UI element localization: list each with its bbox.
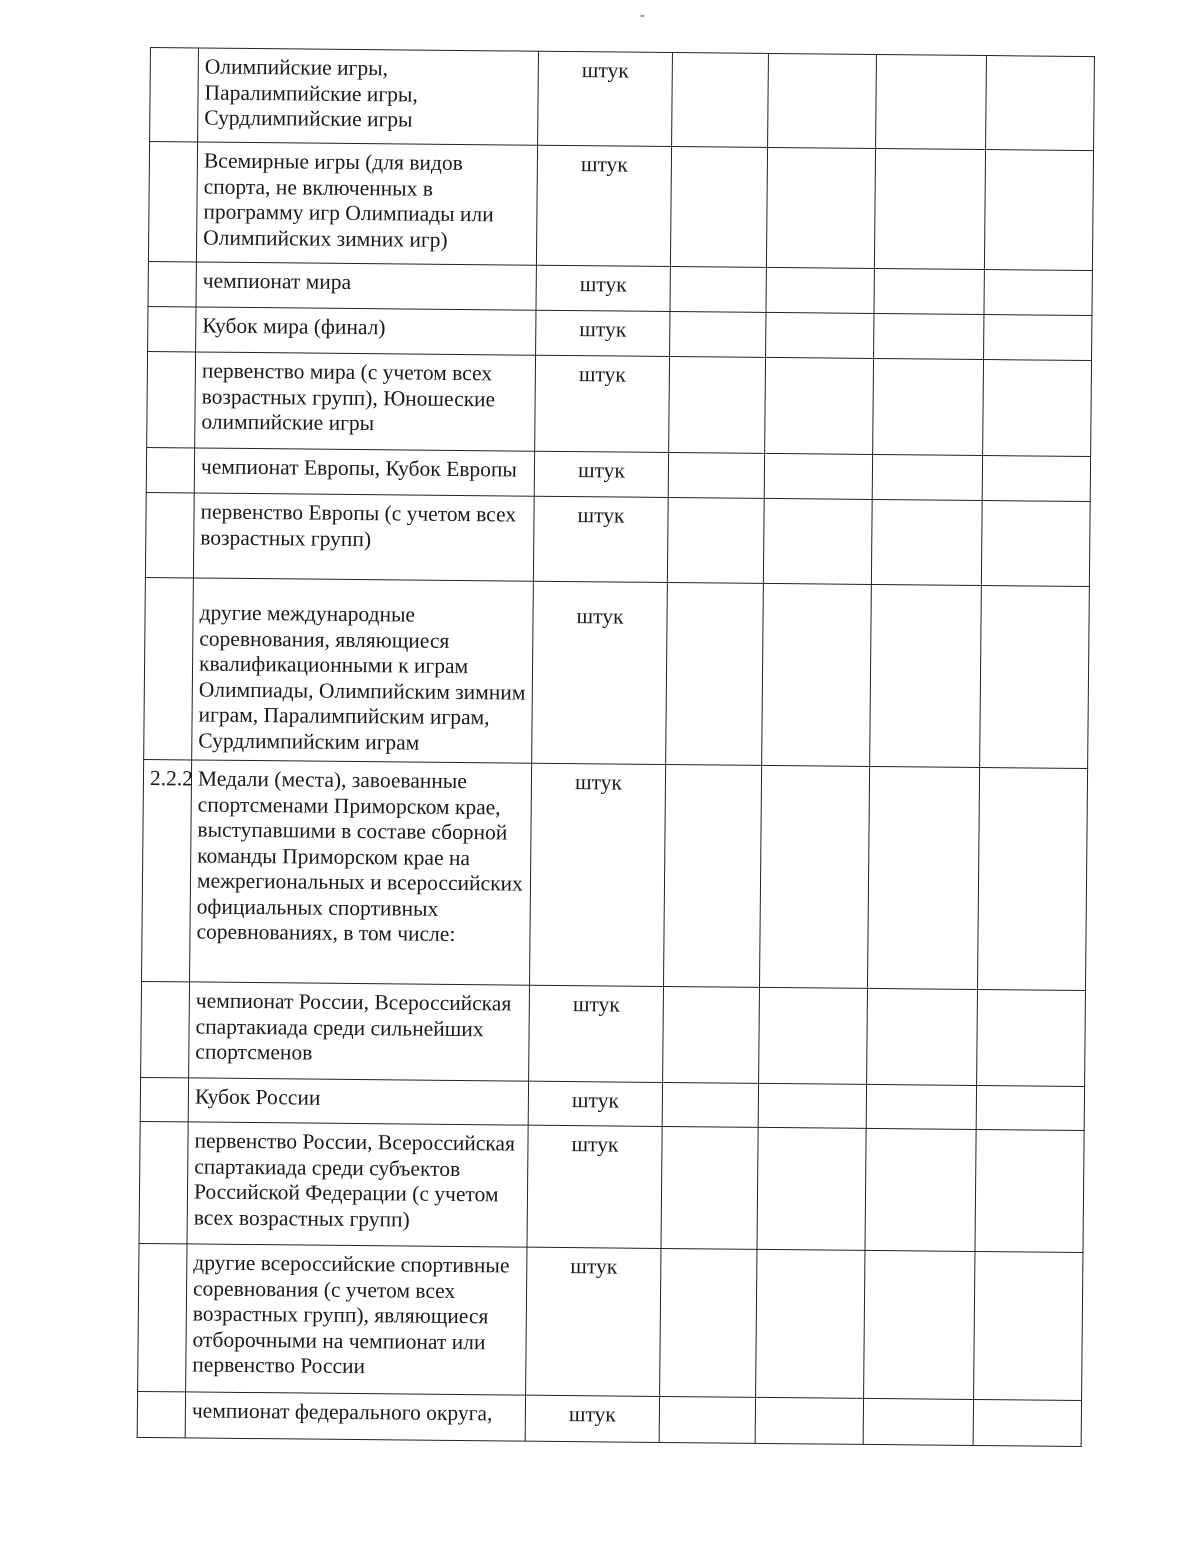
row-number-cell	[137, 1391, 185, 1437]
row-number-cell	[148, 142, 197, 262]
value-cell	[874, 313, 984, 359]
indicator-name-cell	[195, 352, 536, 451]
row-number-cell	[144, 577, 194, 759]
value-cell	[762, 583, 872, 766]
value-cell	[763, 498, 872, 584]
unit-cell: штук	[525, 1395, 659, 1442]
table-row	[148, 142, 1093, 271]
unit-cell: штук	[538, 51, 673, 146]
unit-cell: штук	[536, 310, 670, 356]
row-number-cell	[141, 981, 190, 1077]
value-cell	[667, 497, 764, 583]
value-cell	[666, 582, 764, 765]
value-cell	[873, 358, 984, 455]
indicator-name: другие всероссийские спортивные соревнования (с учетом всех возрастных групп), являющиеся отборочными на чемпионат или первенство России	[192, 1250, 510, 1379]
indicator-name-cell	[192, 578, 534, 763]
row-number-cell	[148, 306, 196, 351]
value-cell	[984, 315, 1092, 361]
value-cell	[758, 1083, 866, 1128]
value-cell	[867, 766, 979, 989]
indicator-name: Всемирные игры (для видов спорта, не включенных в программу игр Олимпиады или Олимпийских зимних игр)	[203, 148, 494, 252]
unit-cell: штук	[535, 355, 670, 452]
value-cell	[983, 360, 1092, 457]
unit-cell: штук	[536, 265, 670, 311]
value-cell	[874, 148, 985, 269]
value-cell	[866, 1084, 976, 1129]
table-row	[144, 577, 1090, 768]
value-cell	[765, 357, 874, 454]
indicator-name-cell	[198, 48, 539, 145]
value-cell	[872, 454, 982, 500]
unit-cell: штук	[529, 985, 664, 1082]
value-cell	[672, 53, 769, 148]
value-cell	[759, 987, 868, 1084]
value-cell	[981, 501, 1090, 587]
value-cell	[760, 765, 870, 988]
indicator-name: первенство России, Всероссийская спартакиада среди субъектов Российской Федерации (с учетом всех возрастных групп)	[193, 1128, 516, 1232]
document-sheet	[137, 47, 1094, 1447]
indicator-name: чемпионат Европы, Кубок Европы	[200, 454, 517, 482]
value-cell	[669, 357, 766, 454]
value-cell	[766, 267, 874, 313]
indicator-name: первенство Европы (с учетом всех возрастных групп)	[200, 499, 517, 551]
indicator-name: другие международные соревнования, являющиеся квалификационными к играм Олимпиады, Олимпийским зимним играм, Паралимпийским играм, Сурдлимпийским играм	[198, 600, 526, 755]
table-row	[150, 48, 1095, 151]
indicator-name: первенство мира (с учетом всех возрастных групп), Юношеские олимпийские игры	[201, 358, 496, 436]
value-cell	[867, 988, 978, 1085]
value-cell	[768, 53, 877, 148]
indicator-name-cell	[185, 1392, 525, 1441]
unit-cell: штук	[528, 1081, 662, 1126]
value-cell	[757, 1127, 866, 1250]
value-cell	[976, 1085, 1084, 1130]
table-row	[147, 351, 1092, 456]
table-row	[138, 1243, 1083, 1400]
unit-cell: штук	[527, 1125, 662, 1248]
value-cell	[871, 499, 982, 585]
value-cell	[986, 56, 1095, 151]
row-number-cell	[138, 1243, 187, 1391]
indicator-name-cell	[190, 760, 532, 985]
value-cell	[876, 54, 987, 149]
table-row	[141, 981, 1086, 1086]
value-cell	[982, 456, 1090, 502]
indicator-name-cell	[193, 493, 534, 581]
indicator-name: чемпионат федерального округа,	[191, 1398, 493, 1426]
table-row	[142, 759, 1088, 990]
indicator-name-cell	[188, 1078, 528, 1125]
page-mark: -	[640, 8, 645, 23]
value-cell	[766, 147, 875, 268]
value-cell	[977, 767, 1087, 990]
row-number-cell	[146, 447, 194, 492]
unit-cell: штук	[536, 145, 671, 266]
unit-cell: штук	[533, 496, 668, 582]
table-row	[139, 1121, 1084, 1252]
indicator-name: чемпионат России, Всероссийская спартакиада среди сильнейших спортсменов	[195, 988, 512, 1065]
table-row	[137, 1391, 1081, 1446]
value-cell	[663, 986, 760, 1083]
indicator-name: Медали (места), завоеванные спортсменами Приморском крае, выступавшими в составе сборной команды Приморском крае на межрегиональных и всероссийских официальных спортивных соревнованиях, в том числе:	[196, 766, 523, 946]
unit-cell: штук	[532, 581, 668, 764]
value-cell	[764, 453, 872, 499]
indicators-table	[137, 47, 1095, 1447]
indicator-name: чемпионат мира	[202, 268, 352, 294]
value-cell	[670, 267, 766, 313]
row-number-cell	[139, 1121, 188, 1243]
value-cell	[870, 584, 982, 767]
value-cell	[766, 312, 874, 358]
indicator-name-cell	[186, 1244, 527, 1395]
value-cell	[662, 1082, 758, 1127]
value-cell	[664, 764, 762, 987]
value-cell	[973, 1399, 1081, 1446]
indicator-name-cell	[196, 307, 536, 355]
indicator-name-cell	[196, 142, 537, 265]
row-number-cell	[150, 48, 199, 142]
value-cell	[984, 270, 1092, 316]
indicator-name-cell	[189, 982, 530, 1081]
row-number-cell	[140, 1077, 188, 1121]
value-cell	[865, 1128, 976, 1251]
unit-cell: штук	[526, 1247, 661, 1396]
value-cell	[977, 989, 1086, 1086]
value-cell	[863, 1398, 973, 1445]
value-cell	[660, 1248, 757, 1397]
row-number-cell	[147, 351, 196, 447]
unit-cell: штук	[530, 763, 666, 986]
indicator-name: Кубок России	[194, 1084, 321, 1110]
indicator-name-cell	[194, 448, 534, 496]
value-cell	[755, 1397, 863, 1444]
value-cell	[756, 1249, 865, 1398]
table-row	[145, 492, 1090, 586]
value-cell	[975, 1129, 1084, 1252]
value-cell	[984, 150, 1093, 271]
indicator-name: Кубок мира (финал)	[202, 313, 386, 340]
value-cell	[864, 1250, 975, 1399]
indicator-name-cell	[196, 262, 536, 310]
value-cell	[980, 586, 1090, 769]
table-body	[137, 48, 1094, 1447]
value-cell	[659, 1396, 755, 1443]
row-number-cell	[148, 261, 196, 306]
indicator-name-cell	[187, 1122, 528, 1247]
value-cell	[670, 147, 767, 268]
indicator-name: Олимпийские игры, Паралимпийские игры, Сурдлимпийские игры	[204, 54, 418, 132]
value-cell	[974, 1251, 1083, 1400]
value-cell	[670, 312, 766, 358]
unit-cell: штук	[534, 451, 668, 497]
row-number-cell: 2.2.2	[142, 759, 192, 981]
value-cell	[668, 452, 764, 498]
row-number-cell	[145, 492, 194, 577]
value-cell	[874, 268, 984, 314]
value-cell	[661, 1126, 758, 1249]
